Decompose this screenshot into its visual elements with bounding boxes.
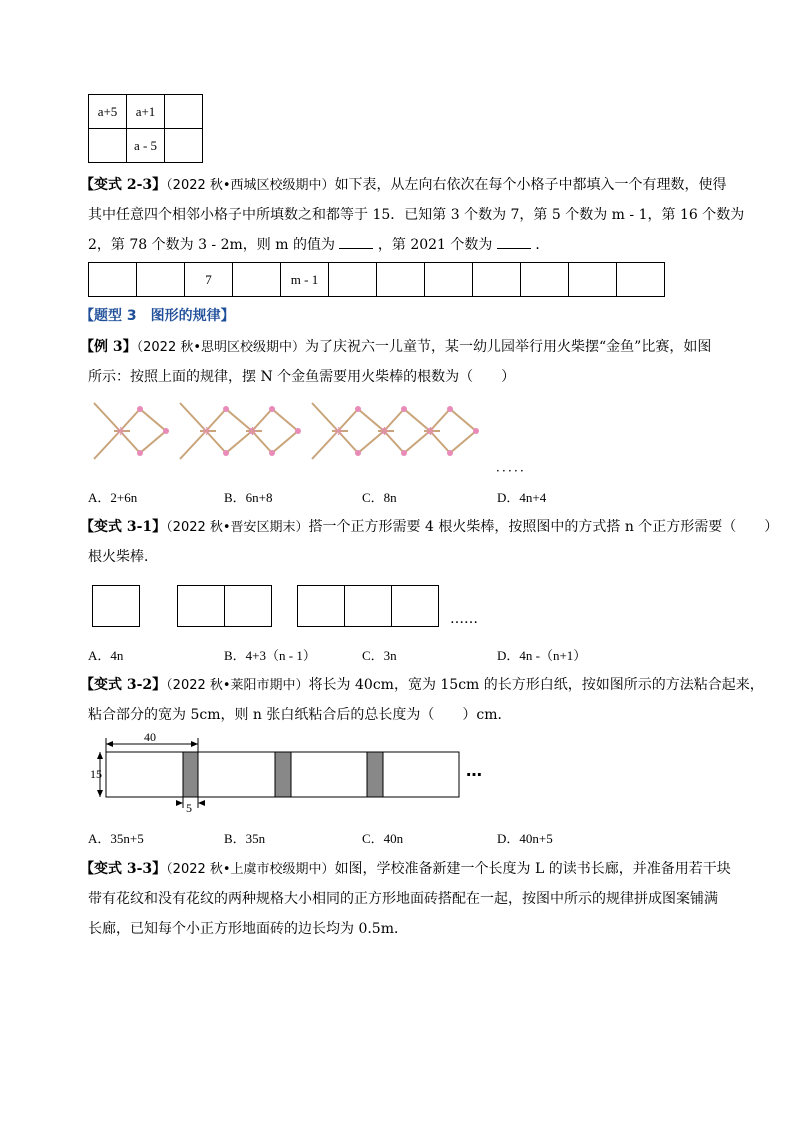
ex3-option-c[interactable]: C．8n <box>362 490 397 505</box>
glue-overlap <box>275 752 291 797</box>
grid-cell <box>89 129 127 163</box>
paper-strip-figure <box>88 728 488 814</box>
matchstick <box>272 409 298 431</box>
match-head <box>163 428 169 434</box>
grid-cell: m - 1 <box>281 263 329 297</box>
ex3-option-b[interactable]: B．6n+8 <box>224 490 273 505</box>
q31-option-c[interactable]: C．3n <box>362 648 397 663</box>
goldfish-figure <box>88 395 488 467</box>
q32-option-b[interactable]: B．35n <box>224 831 266 846</box>
grid-cell <box>425 263 473 297</box>
match-cross: ※ <box>380 425 390 438</box>
dim-width-label: 15 <box>90 767 102 781</box>
square-shape <box>391 585 439 627</box>
match-head <box>137 450 143 456</box>
grid-cell <box>569 263 617 297</box>
q32-line2: 粘合部分的宽为 5cm，则 n 张白纸粘合后的总长度为（ ）cm． <box>88 707 512 723</box>
match-head <box>447 406 453 412</box>
grid-cell: a+5 <box>89 95 127 129</box>
q31-text1: 搭一个正方形需要 4 根火柴棒，按照图中的方式搭 n 个正方形需要（ ） <box>308 519 779 535</box>
q23-text1: 如下表，从左向右依次在每个小格子中都填入一个有理数，使得 <box>334 177 727 193</box>
answer-blank-1[interactable] <box>339 236 373 249</box>
q32-option-c[interactable]: C．40n <box>362 831 404 846</box>
matchstick <box>450 409 476 431</box>
q32-tag: 【变式 3-2】 <box>80 677 167 693</box>
square-shape <box>344 585 392 627</box>
match-head <box>355 450 361 456</box>
grid-cell <box>89 263 137 297</box>
q31-dots: …… <box>450 611 478 627</box>
ex3-line1 <box>80 338 711 357</box>
q23-source: （2022 秋•西城区校级期中） <box>166 178 335 193</box>
q33-line2: 带有花纹和没有花纹的两种规格大小相同的正方形地面砖搭配在一起，按图中所示的规律拼成图案铺满 <box>88 891 718 907</box>
q32-dots: … <box>466 761 482 780</box>
q33-source: （2022 秋•上虞市校级期中） <box>166 862 335 877</box>
matchstick <box>140 409 166 431</box>
match-cross: ※ <box>202 425 212 438</box>
q32-source: （2022 秋•莱阳市期中） <box>166 678 309 693</box>
grid-cell <box>473 263 521 297</box>
q32-text1: 将长为 40cm，宽为 15cm 的长方形白纸，按如图所示的方法粘合起来， <box>308 677 764 693</box>
ex3-dots: ．．．．． <box>496 460 533 474</box>
q33-text1: 如图，学校准备新建一个长度为 L 的读书长廊，并准备用若干块 <box>334 861 731 877</box>
match-head <box>269 450 275 456</box>
grid-table-top <box>88 94 203 163</box>
grid-cell: a+1 <box>127 95 165 129</box>
match-head <box>401 450 407 456</box>
match-cross: ※ <box>334 425 344 438</box>
grid-cell <box>233 263 281 297</box>
square-shape <box>297 585 345 627</box>
match-head <box>223 450 229 456</box>
q23-tag: 【变式 2-3】 <box>80 177 167 193</box>
ex3-source: （2022 秋•思明区校级期中） <box>136 340 306 355</box>
q31-line1 <box>80 518 778 537</box>
q23-text3c: ． <box>535 237 550 253</box>
answer-blank-2[interactable] <box>497 236 531 249</box>
q33-line3: 长廊，已知每个小正方形地面砖的边长均为 0.5m． <box>88 921 408 937</box>
grid-table-12 <box>88 262 665 297</box>
grid-cell <box>165 95 203 129</box>
q31-option-a[interactable]: A．4n <box>88 648 124 663</box>
q31-option-d[interactable]: D．4n -（n+1） <box>497 648 587 663</box>
ex3-tag: 【例 3】 <box>80 339 137 355</box>
match-head <box>223 406 229 412</box>
match-head <box>269 406 275 412</box>
match-head <box>355 406 361 412</box>
ex3-option-d[interactable]: D．4n+4 <box>497 490 547 505</box>
grid-cell <box>165 129 203 163</box>
match-cross: ※ <box>426 425 436 438</box>
q33-tag: 【变式 3-3】 <box>80 861 167 877</box>
q32-line1 <box>80 676 764 695</box>
grid-cell: 7 <box>185 263 233 297</box>
grid-cell <box>329 263 377 297</box>
q31-tag: 【变式 3-1】 <box>80 519 167 535</box>
ex3-option-a[interactable]: A．2+6n <box>88 490 138 505</box>
q23-text3a: 2，第 78 个数为 3 - 2m，则 m 的值为 <box>88 237 335 253</box>
dim-overlap-label: 5 <box>186 801 192 814</box>
grid-cell <box>377 263 425 297</box>
match-head <box>447 450 453 456</box>
q23-line2: 其中任意四个相邻小格子中所填数之和都等于 15．已知第 3 个数为 7，第 5 个数为 m - 1，第 16 个数为 <box>88 207 745 223</box>
grid-cell <box>521 263 569 297</box>
match-cross: ※ <box>248 425 258 438</box>
glue-overlap <box>367 752 383 797</box>
q31-option-b[interactable]: B．4+3（n - 1） <box>224 648 316 663</box>
q23-line1 <box>80 176 727 195</box>
q33-line1 <box>80 860 731 879</box>
q31-source: （2022 秋•晋安区期末） <box>166 520 309 535</box>
match-head <box>401 406 407 412</box>
square-shape <box>92 585 140 627</box>
q32-option-d[interactable]: D．40n+5 <box>497 831 553 846</box>
matchstick <box>272 431 298 453</box>
matchstick <box>140 431 166 453</box>
matchstick <box>450 431 476 453</box>
ex3-line2: 所示：按照上面的规律，摆 N 个金鱼需要用火柴棒的根数为（ ） <box>88 369 516 385</box>
q31-line2: 根火柴棒． <box>88 549 158 565</box>
section-title: 【题型 3 图形的规律】 <box>80 308 235 324</box>
q32-option-a[interactable]: A．35n+5 <box>88 831 144 846</box>
grid-cell <box>617 263 665 297</box>
match-cross: ※ <box>116 425 126 438</box>
q23-text3b: ，第 2021 个数为 <box>377 237 493 253</box>
match-head <box>137 406 143 412</box>
dim-length-label: 40 <box>144 730 156 744</box>
match-head <box>295 428 301 434</box>
square-shape <box>177 585 225 627</box>
ex3-text1: 为了庆祝六一儿童节，某一幼儿园举行用火柴摆“金鱼”比赛，如图 <box>305 339 712 355</box>
grid-cell: a - 5 <box>127 129 165 163</box>
glue-overlap <box>183 752 198 797</box>
square-shape <box>224 585 272 627</box>
grid-cell <box>137 263 185 297</box>
match-head <box>473 428 479 434</box>
q23-line3 <box>88 236 549 254</box>
